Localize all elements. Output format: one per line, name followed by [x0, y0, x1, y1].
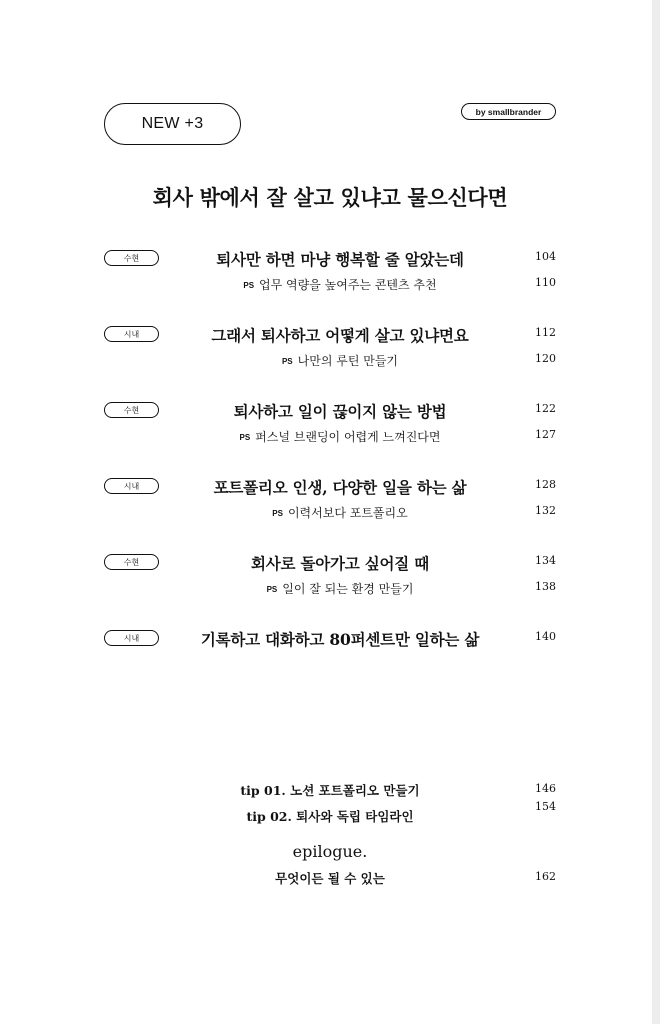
chapter-title: 포트폴리오 인생, 다양한 일을 하는 삶 — [213, 478, 467, 497]
page-number: 120 — [535, 352, 556, 365]
new-badge: NEW +3 — [104, 103, 241, 145]
page-number: 146 — [535, 782, 556, 795]
chapter-title: 회사로 돌아가고 싶어질 때 — [250, 554, 430, 573]
page-number: 132 — [535, 504, 556, 517]
ps-text: 나만의 루틴 만들기 — [297, 354, 399, 368]
page-number: 127 — [535, 428, 556, 441]
page-number: 154 — [535, 800, 556, 813]
page-number: 134 — [535, 554, 556, 567]
page-title: 회사 밖에서 잘 살고 있냐고 물으신다면 — [152, 185, 508, 210]
ps-mark: PS — [281, 357, 293, 366]
ps-text: 업무 역량을 높여주는 콘텐츠 추천 — [259, 278, 437, 292]
author-tag: 시내 — [104, 326, 159, 342]
page-number: 128 — [535, 478, 556, 491]
author-tag: 수현 — [104, 554, 159, 570]
tip-02: tip 02. 퇴사와 독립 타임라인 — [246, 809, 414, 824]
epilogue-label: epilogue. — [292, 842, 368, 861]
ps-text: 이력서보다 포트폴리오 — [287, 506, 408, 520]
ps-mark: PS — [272, 509, 283, 518]
tip-01: tip 01. 노션 포트폴리오 만들기 — [240, 783, 420, 798]
chapter-title: 그래서 퇴사하고 어떻게 살고 있냐면요 — [211, 326, 469, 345]
page-number: 110 — [535, 276, 556, 289]
page-number: 104 — [535, 250, 556, 263]
epilogue-title: 무엇이든 될 수 있는 — [275, 871, 385, 886]
ps-line — [160, 428, 520, 445]
ps-line — [160, 504, 520, 521]
ps-mark: PS — [266, 585, 278, 594]
ps-mark: PS — [239, 433, 251, 442]
author-tag: 수현 — [104, 250, 159, 266]
ps-line — [160, 580, 520, 597]
chapter-title: 퇴사만 하면 마냥 행복할 줄 알았는데 — [216, 250, 464, 269]
page-number: 122 — [535, 402, 556, 415]
ps-text: 퍼스널 브랜딩이 어렵게 느껴진다면 — [255, 430, 441, 444]
author-badge: by smallbrander — [461, 103, 556, 120]
chapter-title: 기록하고 대화하고 80퍼센트만 일하는 삶 — [200, 630, 480, 649]
chapter-title: 퇴사하고 일이 끊이지 않는 방법 — [233, 402, 447, 421]
page-number: 162 — [535, 870, 556, 883]
ps-mark: PS — [243, 281, 255, 290]
author-tag: 시내 — [104, 630, 159, 646]
ps-text: 일이 잘 되는 환경 만들기 — [282, 582, 414, 596]
page-number: 140 — [535, 630, 556, 643]
ps-line — [160, 352, 520, 369]
author-tag: 수현 — [104, 402, 159, 418]
ps-line — [160, 276, 520, 293]
page-number: 112 — [535, 326, 556, 339]
page-number: 138 — [535, 580, 556, 593]
author-tag: 시내 — [104, 478, 159, 494]
page-edge — [652, 0, 660, 1024]
